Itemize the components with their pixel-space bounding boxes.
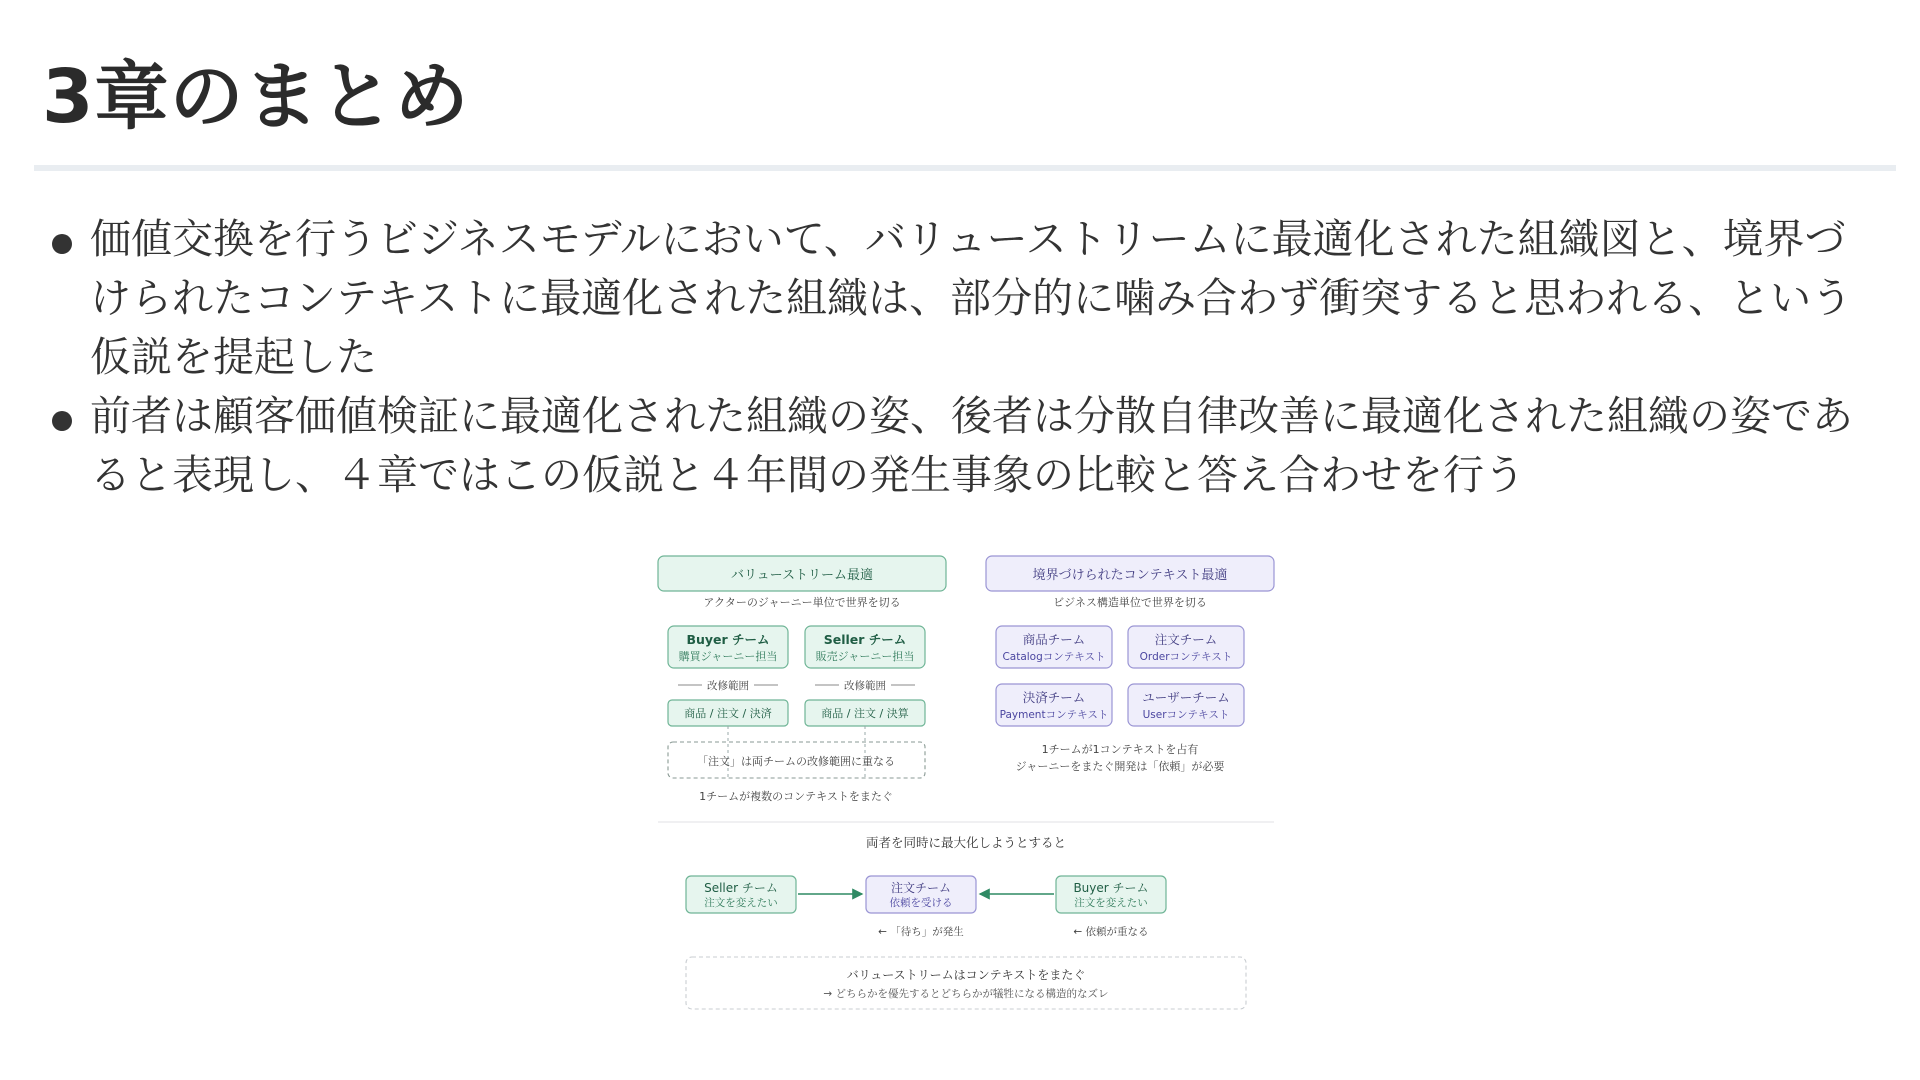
bullet-dot-icon xyxy=(52,234,72,254)
scope-box-seller: 商品 / 注文 / 決算 xyxy=(821,707,909,720)
summary-line-1: バリューストリームはコンテキストをまたぐ xyxy=(846,968,1086,982)
wait-note: ← 「待ち」が発生 xyxy=(878,926,964,938)
scope-label: 改修範囲 xyxy=(707,680,749,692)
payment-team-sub: Paymentコンテキスト xyxy=(999,709,1109,721)
bounded-context-subtitle: ビジネス構造単位で世界を切る xyxy=(1053,596,1207,609)
buyer-team-sub: 購買ジャーニー担当 xyxy=(678,650,778,663)
seller-team-sub: 販売ジャーニー担当 xyxy=(815,650,915,663)
order-team-bottom-title: 注文チーム xyxy=(890,881,952,895)
order-team-sub: Orderコンテキスト xyxy=(1139,651,1233,663)
value-stream-panel xyxy=(658,556,946,803)
summary-line-2: → どちらかを優先するとどちらかが犠牲になる構造的なズレ xyxy=(823,988,1109,1000)
buyer-team-bottom-sub: 注文を変えたい xyxy=(1074,897,1148,909)
payment-team-title: 決済チーム xyxy=(1022,690,1086,705)
bounded-context-panel xyxy=(986,556,1274,773)
value-stream-subtitle: アクターのジャーニー単位で世界を切る xyxy=(703,596,901,609)
bullet-text: 前者は顧客価値検証に最適化された組織の姿、後者は分散自律改善に最適化された組織の姿であると表現し、４章ではこの仮説と４年間の発生事象の比較と答え合わせを行う xyxy=(90,392,1853,499)
seller-team-bottom-title: Seller チーム xyxy=(704,881,778,895)
bounded-context-note-1: 1チームが1コンテキストを占有 xyxy=(1041,743,1199,756)
buyer-team-bottom-title: Buyer チーム xyxy=(1073,881,1149,895)
bullet-item xyxy=(52,210,1872,387)
conflict-section xyxy=(686,835,1246,1009)
value-stream-footer: 1チームが複数のコンテキストをまたぐ xyxy=(699,790,893,803)
seller-team-bottom-sub: 注文を変えたい xyxy=(704,897,778,909)
catalog-team-sub: Catalogコンテキスト xyxy=(1002,651,1106,663)
bounded-context-header: 境界づけられたコンテキスト最適 xyxy=(1032,568,1228,583)
catalog-team-title: 商品チーム xyxy=(1022,632,1086,647)
bullet-text: 価値交換を行うビジネスモデルにおいて、バリューストリームに最適化された組織図と、境界づけられたコンテキストに最適化された組織は、部分的に噛み合わず衝突すると思われる、という仮説を提起した xyxy=(90,215,1853,381)
comparison-diagram xyxy=(650,550,1280,1020)
scope-label: 改修範囲 xyxy=(844,680,886,692)
user-team-sub: Userコンテキスト xyxy=(1142,709,1230,721)
order-team-title: 注文チーム xyxy=(1154,632,1218,647)
seller-team-title: Seller チーム xyxy=(823,632,907,647)
user-team-title: ユーザーチーム xyxy=(1142,690,1230,705)
bullet-list xyxy=(52,210,1872,505)
conflict-heading: 両者を同時に最大化しようとすると xyxy=(865,835,1067,850)
title-divider xyxy=(34,165,1896,171)
overlap-note: 「注文」は両チームの改修範囲に重なる xyxy=(697,755,895,768)
order-team-bottom-sub: 依頼を受ける xyxy=(889,897,953,909)
bullet-item xyxy=(52,387,1872,505)
scope-box-buyer: 商品 / 注文 / 決済 xyxy=(684,707,772,720)
slide-title: 3章のまとめ xyxy=(42,54,470,140)
value-stream-header: バリューストリーム最適 xyxy=(731,568,873,583)
overlap-request-note: ← 依頼が重なる xyxy=(1073,926,1149,938)
bounded-context-note-2: ジャーニーをまたぐ開発は「依頼」が必要 xyxy=(1015,760,1225,773)
bullet-dot-icon xyxy=(52,411,72,431)
buyer-team-title: Buyer チーム xyxy=(686,632,770,647)
